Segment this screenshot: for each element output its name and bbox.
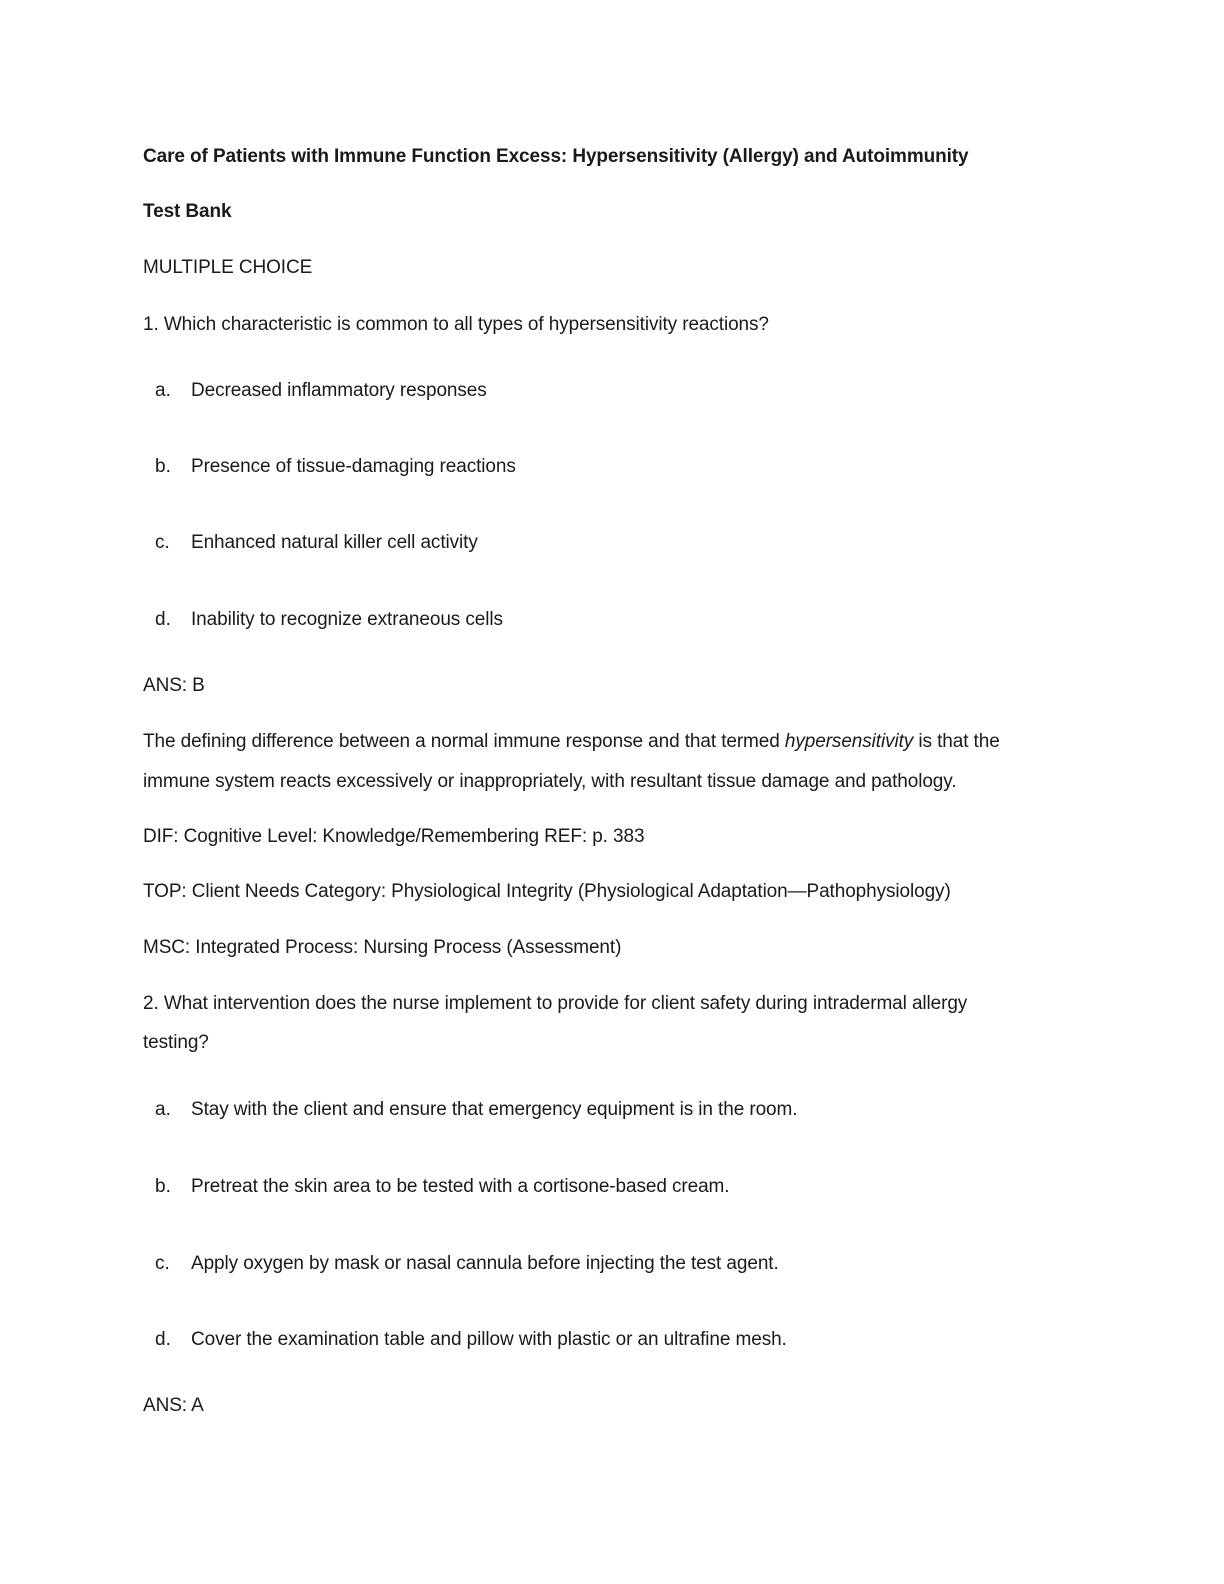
option-letter: b. — [155, 456, 171, 477]
rationale-text: is that the — [913, 731, 1000, 752]
option-letter: d. — [155, 609, 171, 630]
rationale-term: hypersensitivity — [784, 731, 914, 752]
question-1-stem: 1. Which characteristic is common to all types of hypersensitivity reactions? — [143, 314, 769, 335]
option-text: Cover the examination table and pillow with plastic or an ultrafine mesh. — [191, 1329, 787, 1350]
option-letter: c. — [155, 532, 170, 553]
question-1-dif: DIF: Cognitive Level: Knowledge/Remembering REF: p. 383 — [143, 826, 645, 847]
question-1-answer: ANS: B — [143, 675, 205, 696]
option-text: Pretreat the skin area to be tested with a cortisone-based cream. — [191, 1176, 730, 1197]
document-title: Care of Patients with Immune Function Excess: Hypersensitivity (Allergy) and Autoimmunity — [143, 146, 969, 167]
question-2-stem-line1: 2. What intervention does the nurse implement to provide for client safety during intradermal allergy — [143, 993, 968, 1014]
question-1-top: TOP: Client Needs Category: Physiological Integrity (Physiological Adaptation—Pathophysiology) — [143, 881, 951, 902]
option-text: Decreased inflammatory responses — [191, 380, 487, 401]
option-text: Apply oxygen by mask or nasal cannula before injecting the test agent. — [191, 1253, 779, 1274]
option-letter: d. — [155, 1329, 171, 1350]
option-letter: c. — [155, 1253, 170, 1274]
section-heading: MULTIPLE CHOICE — [143, 257, 313, 278]
question-2-stem-line2: testing? — [143, 1032, 209, 1053]
option-text: Enhanced natural killer cell activity — [191, 532, 478, 553]
question-2-answer: ANS: A — [143, 1395, 204, 1416]
rationale-text: The defining difference between a normal immune response and that termed — [143, 731, 785, 752]
question-1-rationale-line1 — [143, 730, 1000, 754]
option-letter: a. — [155, 1099, 171, 1120]
option-text: Inability to recognize extraneous cells — [191, 609, 503, 630]
option-letter: b. — [155, 1176, 171, 1197]
question-1-rationale-line2: immune system reacts excessively or inappropriately, with resultant tissue damage and pathology. — [143, 771, 957, 792]
question-1-msc: MSC: Integrated Process: Nursing Process (Assessment) — [143, 937, 622, 958]
document-subtitle: Test Bank — [143, 201, 232, 222]
option-text: Stay with the client and ensure that emergency equipment is in the room. — [191, 1099, 798, 1120]
option-letter: a. — [155, 380, 171, 401]
option-text: Presence of tissue-damaging reactions — [191, 456, 516, 477]
